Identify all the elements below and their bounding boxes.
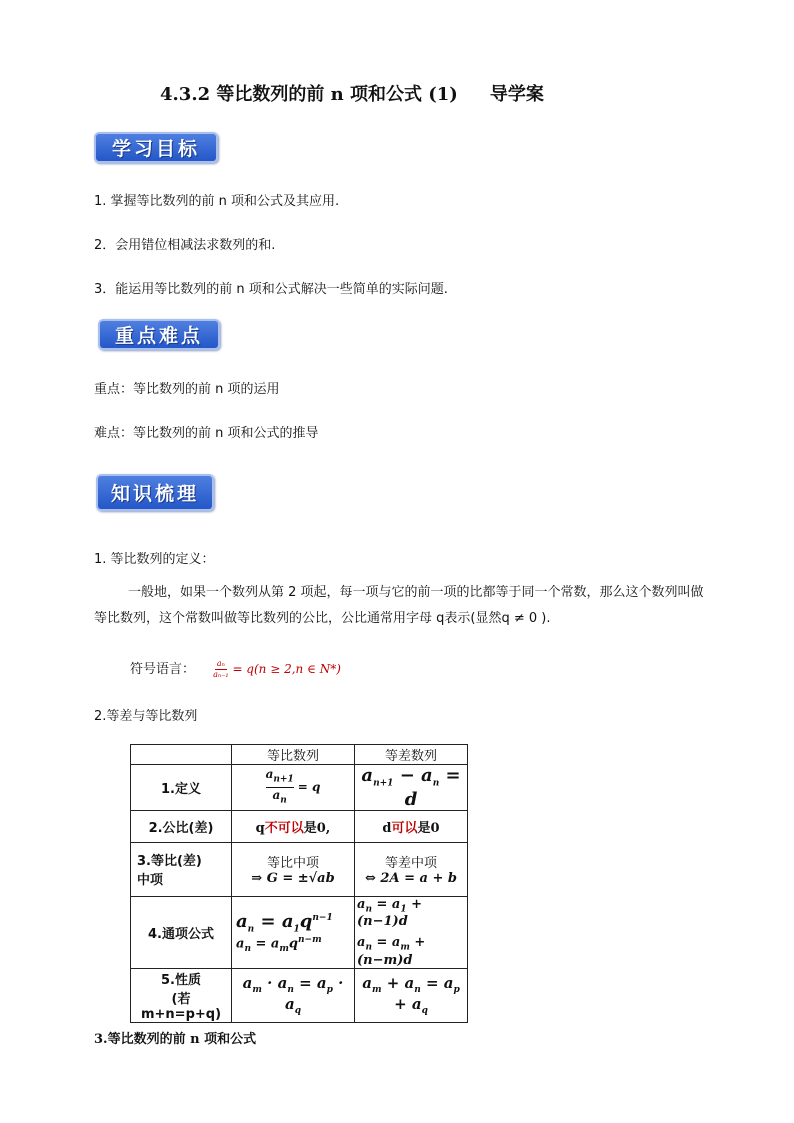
item1-heading: 1. 等比数列的定义： [94, 552, 215, 567]
row-label-middle-term: 3.等比(差) 中项 [131, 842, 232, 896]
symbol-formula: $\frac{\text{aₙ}}{\text{aₙ₋₁}}$ = q(n ≥ 2,n ∈ N*) [213, 659, 341, 679]
ari-ratio-cell: d可以是0 [355, 810, 468, 842]
ari-general-term-cell: $a_n = a_1 + (n-1)d$ $a_n = a_m + (n-m)d$ [355, 896, 468, 968]
geo-definition-formula: $\frac{a_{n+1}}{a_n}$ = q [232, 765, 355, 811]
row-label-definition: 1.定义 [131, 765, 232, 811]
comparison-table [130, 744, 468, 1023]
title-suffix: 导学案 [489, 84, 544, 105]
difficult-point: 难点：等比数列的前 n 项和公式的推导 [94, 426, 319, 441]
title-main: 4.3.2 等比数列的前 n 项和公式 (1) [160, 84, 458, 105]
goal-item-2: 2．会用错位相减法求数列的和. [94, 238, 276, 253]
table-row [131, 765, 468, 811]
row-label-property: 5.性质 (若m+n=p+q) [131, 968, 232, 1022]
header-cell-arithmetic: 等差数列 [355, 745, 468, 765]
table-row [131, 968, 468, 1022]
geo-property-cell: $a_m \cdot a_n = a_p \cdot a_q$ [232, 968, 355, 1022]
keypoints-badge: 重点难点 [98, 319, 220, 350]
table-row [131, 842, 468, 896]
geo-ratio-cell: q不可以是0, [232, 810, 355, 842]
row-label-general-term: 4.通项公式 [131, 896, 232, 968]
page-title [160, 80, 544, 106]
row-label-ratio: 2.公比(差) [131, 810, 232, 842]
table-row [131, 810, 468, 842]
geo-general-term-cell: $a_n = a_1q^{n-1}$ $a_n = a_mq^{n-m}$ [232, 896, 355, 968]
ari-definition-formula: $a_{n+1} - a_n = d$ [355, 765, 468, 811]
definition-paragraph: 一般地，如果一个数列从第 2 项起，每一项与它的前一项的比都等于同一个常数，那么这个数列叫做等比数列，这个常数叫做等比数列的公比，公比通常用字母 q表示(显然q ≠ 0 ). [94, 585, 704, 626]
goal-item-3: 3．能运用等比数列的前 n 项和公式解决一些简单的实际问题. [94, 282, 448, 297]
header-cell-empty [131, 745, 232, 765]
table-header-row [131, 745, 468, 765]
item2-heading: 2.等差与等比数列 [94, 709, 198, 724]
geo-middle-term-cell: 等比中项 ⇒ G = ±√ab [232, 842, 355, 896]
symbol-language [130, 658, 341, 680]
knowledge-badge: 知识梳理 [96, 474, 214, 511]
ari-property-cell: $a_m + a_n = a_p + a_q$ [355, 968, 468, 1022]
table-row [131, 896, 468, 968]
goal-item-1: 1. 掌握等比数列的前 n 项和公式及其应用. [94, 194, 340, 209]
item3-heading: 3.等比数列的前 n 项和公式 [94, 1032, 257, 1047]
header-cell-geometric: 等比数列 [232, 745, 355, 765]
symbol-label: 符号语言： [130, 662, 196, 677]
goals-badge: 学习目标 [94, 132, 218, 163]
ari-middle-term-cell: 等差中项 ⇔ 2A = a + b [355, 842, 468, 896]
key-point: 重点：等比数列的前 n 项的运用 [94, 382, 280, 397]
